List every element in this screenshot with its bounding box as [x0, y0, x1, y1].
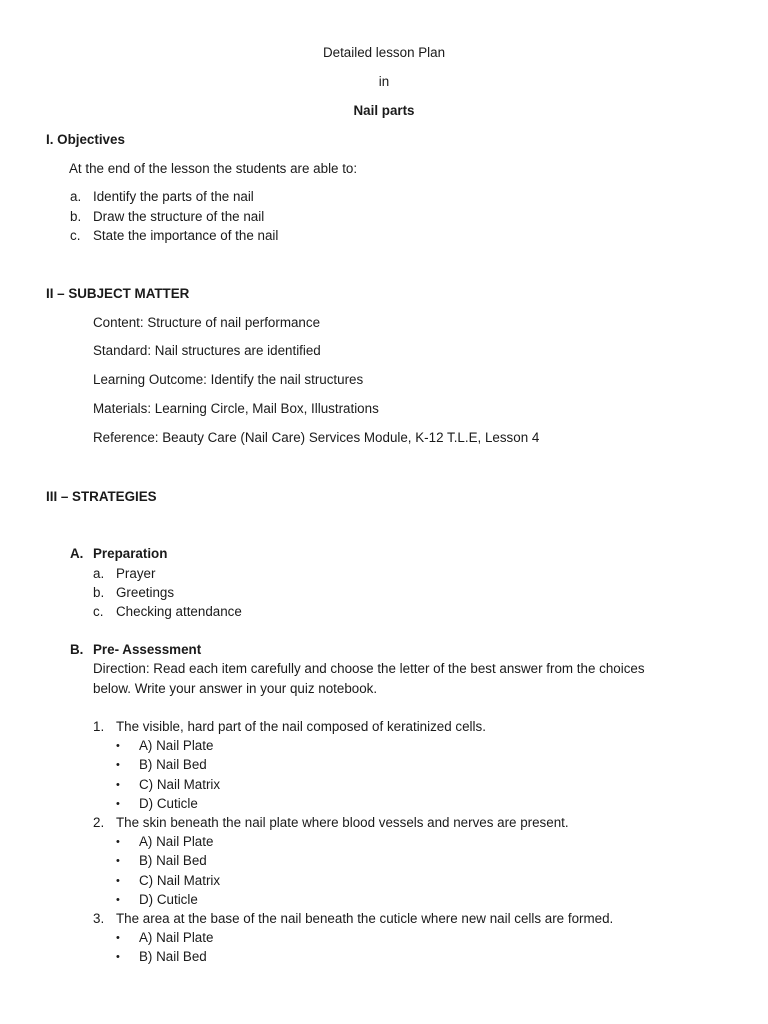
- answer-choice: B) Nail Bed: [139, 949, 207, 964]
- question-number: 1.: [93, 719, 105, 734]
- subject-matter-heading: II – SUBJECT MATTER: [46, 286, 190, 301]
- bullet-icon: •: [116, 740, 120, 752]
- bullet-icon: •: [116, 932, 120, 944]
- bullet-icon: •: [116, 759, 120, 771]
- subject-matter-reference: Reference: Beauty Care (Nail Care) Services Module, K-12 T.L.E, Lesson 4: [93, 430, 540, 445]
- bullet-icon: •: [116, 855, 120, 867]
- pre-assessment-direction: below. Write your answer in your quiz notebook.: [93, 681, 378, 696]
- answer-choice: A) Nail Plate: [139, 834, 214, 849]
- answer-choice: A) Nail Plate: [139, 738, 214, 753]
- pre-assessment-marker: B.: [70, 642, 84, 657]
- question-number: 3.: [93, 911, 105, 926]
- pre-assessment-heading: Pre- Assessment: [93, 642, 202, 657]
- preparation-marker: A.: [70, 546, 84, 561]
- preparation-marker: a.: [93, 566, 105, 581]
- answer-choice: D) Cuticle: [139, 796, 198, 811]
- objective-marker: c.: [70, 228, 81, 243]
- preparation-item: Checking attendance: [116, 604, 242, 619]
- preparation-heading: Preparation: [93, 546, 168, 561]
- pre-assessment-direction: Direction: Read each item carefully and choose the letter of the best answer from the choices: [93, 661, 645, 676]
- answer-choice: C) Nail Matrix: [139, 873, 221, 888]
- preparation-item: Greetings: [116, 585, 175, 600]
- doc-title-line3: Nail parts: [353, 103, 415, 118]
- subject-matter-standard: Standard: Nail structures are identified: [93, 343, 321, 358]
- bullet-icon: •: [116, 875, 120, 887]
- doc-title-line2: in: [378, 74, 390, 89]
- objective-item: State the importance of the nail: [93, 228, 279, 243]
- question-number: 2.: [93, 815, 105, 830]
- answer-choice: D) Cuticle: [139, 892, 198, 907]
- objective-marker: a.: [70, 189, 82, 204]
- subject-matter-outcome: Learning Outcome: Identify the nail structures: [93, 372, 364, 387]
- answer-choice: B) Nail Bed: [139, 853, 207, 868]
- question-text: The visible, hard part of the nail composed of keratinized cells.: [116, 719, 486, 734]
- bullet-icon: •: [116, 894, 120, 906]
- question-text: The area at the base of the nail beneath the cuticle where new nail cells are formed.: [116, 911, 614, 926]
- answer-choice: A) Nail Plate: [139, 930, 214, 945]
- bullet-icon: •: [116, 951, 120, 963]
- objectives-intro: At the end of the lesson the students are able to:: [69, 161, 358, 176]
- bullet-icon: •: [116, 779, 120, 791]
- answer-choice: B) Nail Bed: [139, 757, 207, 772]
- answer-choice: C) Nail Matrix: [139, 777, 221, 792]
- bullet-icon: •: [116, 798, 120, 810]
- subject-matter-materials: Materials: Learning Circle, Mail Box, Illustrations: [93, 401, 379, 416]
- objective-item: Draw the structure of the nail: [93, 209, 265, 224]
- preparation-marker: b.: [93, 585, 105, 600]
- preparation-item: Prayer: [116, 566, 156, 581]
- objective-marker: b.: [70, 209, 82, 224]
- objective-item: Identify the parts of the nail: [93, 189, 254, 204]
- strategies-heading: III – STRATEGIES: [46, 489, 157, 504]
- preparation-marker: c.: [93, 604, 104, 619]
- question-text: The skin beneath the nail plate where blood vessels and nerves are present.: [116, 815, 569, 830]
- bullet-icon: •: [116, 836, 120, 848]
- doc-title-line1: Detailed lesson Plan: [322, 45, 446, 60]
- objectives-heading: I. Objectives: [46, 132, 125, 147]
- subject-matter-content: Content: Structure of nail performance: [93, 315, 321, 330]
